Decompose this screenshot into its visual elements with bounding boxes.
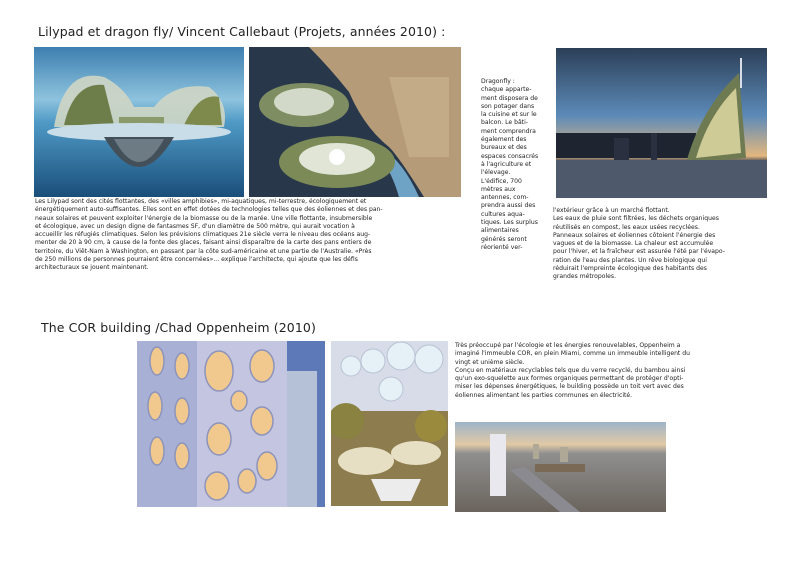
lilypad-monaco-image bbox=[249, 47, 461, 197]
cor-text-line: imaginé l'immeuble COR, en plein Miami, comme un immeuble intelligent du bbox=[455, 350, 690, 358]
section-title-cor-building: The COR building /Chad Oppenheim (2010) bbox=[41, 320, 316, 335]
dragonfly-column-line: mètres aux bbox=[481, 185, 516, 193]
section-title-lilypad: Lilypad et dragon fly/ Vincent Callebaut (Projets, années 2010) : bbox=[38, 24, 446, 39]
dragonfly-column-line: réorienté ver- bbox=[481, 243, 523, 251]
dragonfly-column-line: prendra aussi des bbox=[481, 202, 536, 210]
lilypad-text-line: Les Lilypad sont des cités flottantes, des «villes amphibies», mi-aquatiques, mi-terrestre, écologiquement et bbox=[35, 198, 367, 205]
dragonfly-column-line: cultures aqua- bbox=[481, 210, 525, 218]
cor-text-line: qu'un exo-squelette aux formes organiques permettant de protéger d'opti- bbox=[455, 375, 684, 383]
cor-text-line: vingt et unième siècle. bbox=[455, 358, 525, 366]
cor-text-line: Conçu en matériaux recyclables tels que du verre recyclé, du bambou ainsi bbox=[455, 366, 686, 374]
cor-text-line: Très préoccupé par l'écologie et les énergies renouvelables, Oppenheim a bbox=[455, 342, 681, 349]
cor-miami-aerial-image bbox=[455, 422, 666, 512]
dragonfly-column-line: l'élevage. bbox=[481, 169, 511, 177]
dragonfly-column-line: antennes, com- bbox=[481, 194, 529, 202]
dragonfly-column-line: la cuisine et sur le bbox=[481, 111, 537, 119]
dragonfly-text-line: vagues et de la biomasse. La chaleur est accumulée bbox=[553, 240, 714, 248]
dragonfly-column-line: alimentaires bbox=[481, 227, 519, 235]
dragonfly-column-line: à l'agriculture et bbox=[481, 160, 532, 168]
dragonfly-column-line: ment disposera de bbox=[481, 94, 538, 102]
lilypad-text-line: énergétiquement auto-suffisantes. Elles sont en effet dotées de technologies telles que des éoliennes et des pan- bbox=[35, 206, 383, 214]
dragonfly-text-line: réutilisés en compost, les eaux usées recyclées. bbox=[553, 223, 700, 231]
dragonfly-column-line: chaque apparte- bbox=[481, 86, 532, 94]
lilypad-text-line: et écologique, avec un design digne de fantasmes SF, d'un diamètre de 500 mètre, qui aurait vocation à bbox=[35, 222, 355, 230]
lilypad-text-line: accueillir les réfugiés climatiques. Selon les prévisions climatiques 21e siècle verra le niveau des océans aug- bbox=[35, 231, 371, 239]
dragonfly-description bbox=[553, 207, 778, 282]
dragonfly-column-line: également des bbox=[481, 136, 527, 144]
lilypad-text-line: territoire, du Viêt-Nam à Washington, en passant par la côte sud-américaine et une partie de l'Australie. «Près bbox=[35, 247, 372, 255]
cor-facade-image bbox=[137, 341, 325, 507]
cor-description bbox=[455, 342, 695, 400]
lilypad-text-line: neaux solaires et peuvent exploiter l'énergie de la biomasse ou de la marée. Une ville flottante, insubmersible bbox=[35, 214, 373, 222]
dragonfly-text-line: réduirait l'empreinte écologique des habitants des bbox=[553, 265, 707, 273]
dragonfly-text-line: Panneaux solaires et éoliennes côtoient l'énergie des bbox=[553, 231, 716, 239]
dragonfly-column-line: Dragonfly : bbox=[481, 78, 515, 85]
dragonfly-column-line: L'édifice, 700 bbox=[481, 177, 522, 185]
dragonfly-text-line: grandes métropoles. bbox=[553, 273, 617, 281]
lilypad-underwater-image bbox=[34, 47, 244, 197]
dragonfly-text-line: l'extérieur grâce à un marché flottant. bbox=[553, 207, 670, 214]
dragonfly-tower-image bbox=[556, 48, 767, 198]
dragonfly-column-text bbox=[481, 78, 557, 252]
dragonfly-text-line: Les eaux de pluie sont filtrées, les déchets organiques bbox=[553, 215, 719, 223]
cor-text-line: miser les dépenses énergétiques, le building possède un toit vert avec des bbox=[455, 383, 684, 391]
dragonfly-column-line: bureaux et des bbox=[481, 144, 527, 152]
dragonfly-column-line: espaces consacrés bbox=[481, 152, 539, 160]
cor-roof-garden-image bbox=[331, 341, 448, 506]
dragonfly-column-line: tiques. Les surplus bbox=[481, 219, 538, 227]
lilypad-text-line: de 250 millions de personnes pourraient être concernées»... explique l'architecte, qui ajoute que les défis bbox=[35, 256, 358, 264]
dragonfly-column-line: son potager dans bbox=[481, 102, 535, 110]
dragonfly-column-line: ment comprendra bbox=[481, 127, 536, 135]
cor-text-line: éoliennes alimentant les parties communes en électricité. bbox=[455, 391, 633, 399]
dragonfly-column-line: générés seront bbox=[481, 235, 527, 243]
dragonfly-text-line: ration de l'eau des plantes. Un rêve biologique qui bbox=[553, 256, 707, 264]
lilypad-text-line: architecturaux se jouent maintenant. bbox=[35, 264, 149, 272]
dragonfly-column-line: balcon. Le bâti- bbox=[481, 119, 528, 127]
dragonfly-text-line: pour l'hiver, et la fraîcheur est assurée l'été par l'évapo- bbox=[553, 248, 725, 256]
lilypad-text-line: menter de 20 à 90 cm, à cause de la fonte des glaces, faisant ainsi disparaître de la carte des pans entiers de bbox=[35, 239, 372, 247]
lilypad-description bbox=[35, 198, 475, 273]
